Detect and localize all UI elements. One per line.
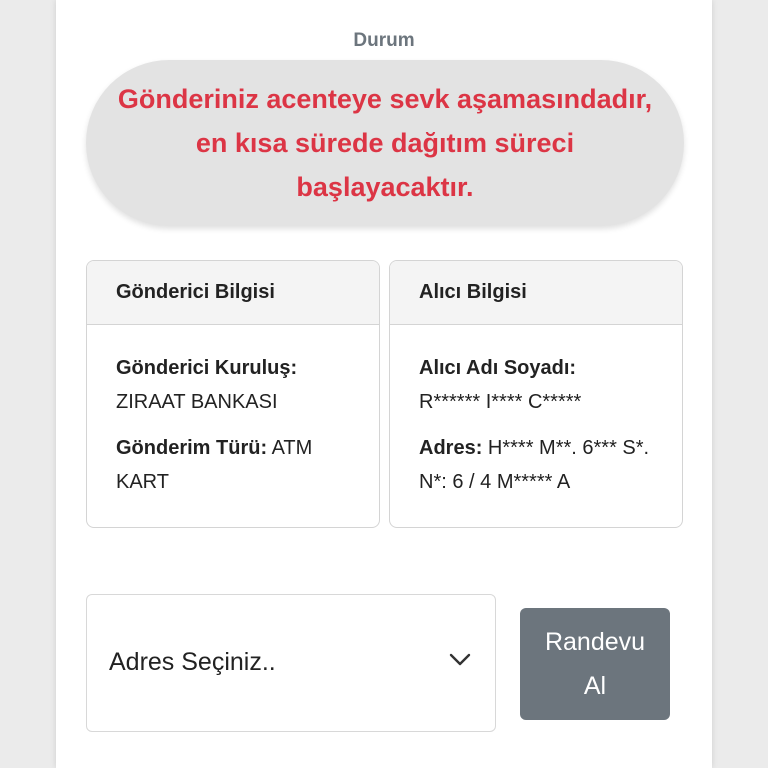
receiver-card-title: Alıcı Bilgisi [390, 261, 682, 325]
receiver-address-value: H**** M**. 6*** S*. N*: 6 / 4 M***** A [419, 437, 650, 493]
status-label: Durum [353, 30, 415, 51]
receiver-address-field [419, 431, 662, 499]
address-select-value: Adres Seçiniz.. [109, 648, 276, 676]
receiver-card-body [390, 325, 682, 499]
shipment-type-field [116, 431, 359, 499]
sender-card-title: Gönderici Bilgisi [87, 261, 379, 325]
shipment-type-label: Gönderim Türü: [116, 437, 268, 459]
shipment-type-value: ATM KART [116, 437, 313, 493]
receiver-info-card [389, 260, 683, 528]
sender-organization-field [116, 351, 359, 419]
sender-organization-value: ZIRAAT BANKASI [116, 391, 278, 413]
address-select[interactable] [86, 594, 496, 732]
receiver-address-label: Adres: [419, 437, 483, 459]
receiver-name-field [419, 351, 662, 419]
sender-organization-label: Gönderici Kuruluş: [116, 357, 298, 379]
appointment-button[interactable] [520, 608, 670, 720]
sender-card-body [87, 325, 379, 499]
appointment-button-label: Randevu Al [544, 628, 646, 700]
receiver-name-value: R****** I**** C***** [419, 391, 582, 413]
status-message: Gönderiniz acenteye sevk aşamasındadır, en kısa sürede dağıtım süreci başlayacaktır. [117, 84, 653, 202]
sender-info-card [86, 260, 380, 528]
status-message-box [86, 60, 684, 226]
chevron-down-icon [449, 653, 471, 667]
receiver-name-label: Alıcı Adı Soyadı: [419, 357, 577, 379]
